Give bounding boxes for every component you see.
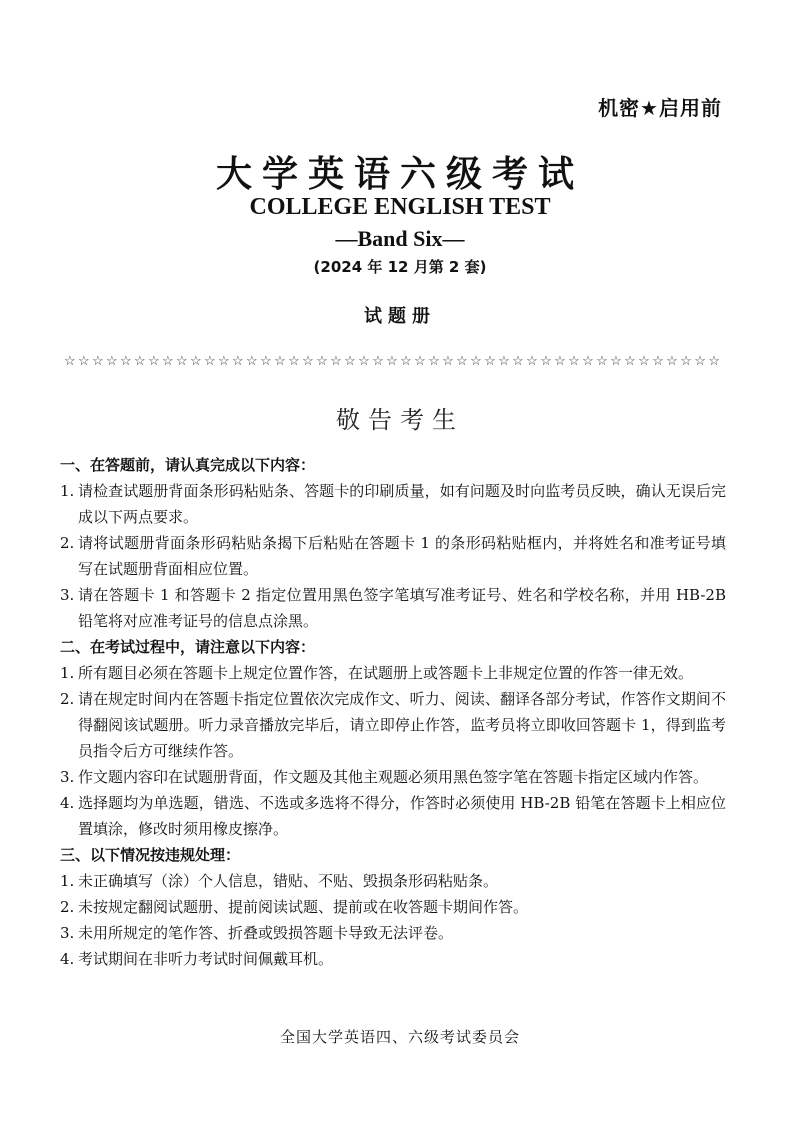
section-heading: 二、在考试过程中，请注意以下内容：	[60, 638, 316, 656]
item-number: 4.	[60, 794, 75, 812]
item-text: 未用所规定的笔作答、折叠或毁损答题卡导致无法评卷。	[78, 924, 454, 942]
item-text: 考试期间在非听力考试时间佩戴耳机。	[78, 950, 334, 968]
item-number: 2.	[60, 898, 75, 916]
list-item	[60, 686, 726, 764]
list-item	[60, 530, 726, 582]
list-item	[60, 868, 726, 894]
item-text: 所有题目必须在答题卡上规定位置作答，在试题册上或答题卡上非规定位置的作答一律无效。	[78, 664, 694, 682]
item-number: 1.	[60, 664, 75, 682]
notice-section-3	[60, 842, 726, 972]
item-number: 1.	[60, 482, 75, 500]
item-number: 1.	[60, 872, 75, 890]
notice-section-2	[60, 634, 726, 842]
item-text: 作文题内容印在试题册背面，作文题及其他主观题必须用黑色签字笔在答题卡指定区域内作答。	[78, 768, 709, 786]
booklet-label: 试题册	[364, 306, 436, 327]
item-number: 2.	[60, 690, 75, 708]
list-item	[60, 764, 726, 790]
star-divider: ☆☆☆☆☆☆☆☆☆☆☆☆☆☆☆☆☆☆☆☆☆☆☆☆☆☆☆☆☆☆☆☆☆☆☆☆☆☆☆☆☆☆☆☆☆☆☆	[64, 354, 723, 369]
list-item	[60, 920, 726, 946]
exam-title-chinese: 大学英语六级考试	[215, 154, 584, 195]
notice-title: 敬告考生	[336, 406, 464, 434]
item-text: 请检查试题册背面条形码粘贴条、答题卡的印刷质量，如有问题及时向监考员反映，确认无误后完成以下两点要求。	[78, 482, 726, 526]
notice-content	[60, 452, 726, 972]
item-text: 请在规定时间内在答题卡指定位置依次完成作文、听力、阅读、翻译各部分考试，作答作文期间不得翻阅该试题册。听力录音播放完毕后，请立即停止作答，监考员将立即收回答题卡 1，得到监考员指令后方可继续作答。	[78, 690, 726, 760]
item-number: 3.	[60, 768, 75, 786]
item-number: 3.	[60, 924, 75, 942]
item-number: 2.	[60, 534, 75, 552]
item-number: 3.	[60, 586, 75, 604]
item-text: 请将试题册背面条形码粘贴条揭下后粘贴在答题卡 1 的条形码粘贴框内，并将姓名和准考证号填写在试题册背面相应位置。	[78, 534, 726, 578]
item-text: 未按规定翻阅试题册、提前阅读试题、提前或在收答题卡期间作答。	[78, 898, 529, 916]
item-number: 4.	[60, 950, 75, 968]
item-text: 请在答题卡 1 和答题卡 2 指定位置用黑色签字笔填写准考证号、姓名和学校名称，并用 HB-2B 铅笔将对应准考证号的信息点涂黑。	[78, 586, 726, 630]
committee-footer: 全国大学英语四、六级考试委员会	[279, 1028, 520, 1046]
notice-section-1	[60, 452, 726, 634]
confidential-label: 机密★启用前	[598, 96, 722, 120]
list-item	[60, 582, 726, 634]
item-text: 未正确填写（涂）个人信息，错贴、不贴、毁损条形码粘贴条。	[78, 872, 499, 890]
section-heading: 一、在答题前，请认真完成以下内容：	[60, 456, 316, 474]
list-item	[60, 478, 726, 530]
section-heading: 三、以下情况按违规处理：	[60, 846, 241, 864]
exam-edition: (2024 年 12 月第 2 套)	[313, 258, 487, 276]
list-item	[60, 790, 726, 842]
exam-band: —Band Six—	[335, 226, 465, 251]
list-item	[60, 894, 726, 920]
exam-title-english: COLLEGE ENGLISH TEST	[249, 194, 551, 220]
list-item	[60, 946, 726, 972]
list-item	[60, 660, 726, 686]
item-text: 选择题均为单选题，错选、不选或多选将不得分，作答时必须使用 HB-2B 铅笔在答题卡上相应位置填涂，修改时须用橡皮擦净。	[78, 794, 726, 838]
